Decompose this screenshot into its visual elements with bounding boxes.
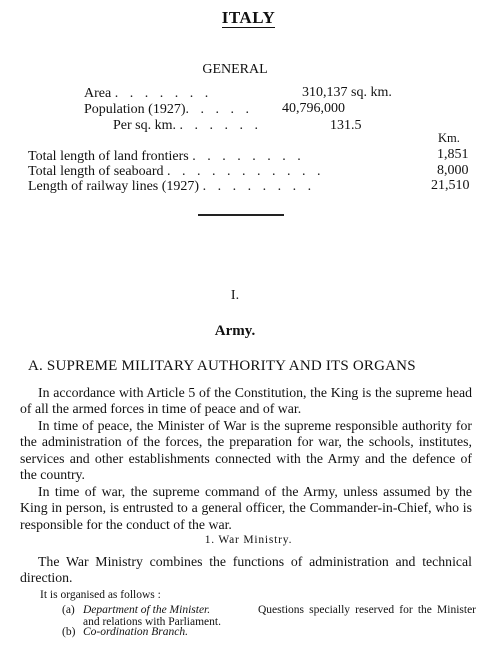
per-sq-km-value: 131.5	[330, 118, 362, 133]
chapter-numeral: I.	[230, 288, 240, 303]
section-heading: A. SUPREME MILITARY AUTHORITY AND ITS ORGANS	[28, 358, 416, 374]
area-value: 310,137 sq. km.	[302, 85, 392, 100]
war-ministry-paragraph: The War Ministry combines the functions of administration and technical direction.	[20, 554, 472, 586]
list-item-marker: (a)	[62, 604, 75, 616]
list-item-marker: (b)	[62, 626, 76, 638]
page-title: ITALY	[221, 8, 276, 27]
seaboard-value: 8,000	[437, 163, 469, 178]
list-item-title: Co-ordination Branch.	[83, 626, 188, 638]
paragraph-2: In time of peace, the Minister of War is the supreme responsible authority for the administration of the forces, the preparation for war, the schools, institutes, services and other establishments connected with the Army and the defence of the country.	[20, 418, 472, 483]
chapter-title: Army.	[214, 323, 256, 339]
railway-value: 21,510	[431, 178, 470, 193]
population-value: 40,796,000	[282, 101, 345, 116]
frontiers-value: 1,851	[437, 147, 469, 162]
per-sq-km-label: Per sq. km. . . . . . .	[113, 118, 262, 133]
km-header: Km.	[438, 131, 460, 145]
paragraph-1: In accordance with Article 5 of the Constitution, the King is the supreme head of all the armed forces in time of peace and of war.	[20, 385, 472, 417]
list-item-text: Questions specially reserved for the Minister and relations with Parliament.	[83, 604, 476, 628]
separator-rule	[198, 214, 284, 216]
seaboard-label: Total length of seaboard . . . . . . . . . . .	[28, 164, 325, 179]
frontiers-label: Total length of land frontiers . . . . . . . .	[28, 149, 305, 164]
subsection-heading: 1. War Ministry.	[204, 534, 293, 546]
railway-label: Length of railway lines (1927) . . . . . . . .	[28, 179, 316, 194]
area-label: Area . . . . . . .	[84, 86, 213, 101]
general-heading: GENERAL	[202, 62, 268, 77]
paragraph-3: In time of war, the supreme command of the Army, unless assumed by the King in person, is entrusted to a general officer, the Commander-in-Chief, who is responsible for the conduct of the war.	[20, 484, 472, 532]
population-label: Population (1927). . . . .	[84, 102, 253, 117]
organised-intro: It is organised as follows :	[40, 589, 161, 601]
list-item-title: Department of the Minister.	[83, 604, 211, 616]
